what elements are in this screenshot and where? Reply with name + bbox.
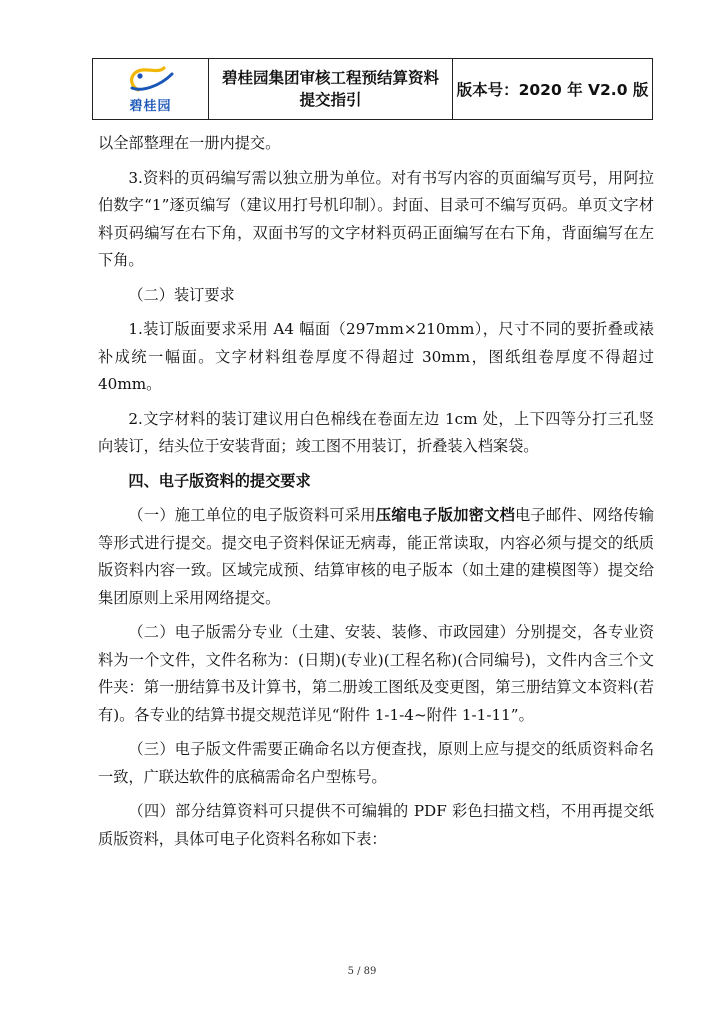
document-title <box>209 59 453 119</box>
paragraph-electronic-submission <box>98 502 654 612</box>
paragraph-pdf-scan: （四）部分结算资料可只提供不可编辑的 PDF 彩色扫描文档，不用再提交纸质版资料，具体可电子化资料名称如下表： <box>98 802 654 848</box>
text-segment: 电子邮件、网络传输等形式进行提交。提交电子资料保证无病毒，能正常读取，内容必须与提交的纸质版资料内容一致。区域完成预、结算审核的电子版本（如土建的建模图等）提交给集团原则上采用网络提交。 <box>98 506 655 607</box>
document-body <box>98 130 654 860</box>
logo-text: 碧桂园 <box>129 99 172 114</box>
paragraph-continuation: 以全部整理在一册内提交。 <box>98 134 281 152</box>
emphasis-text: 压缩电子版加密文档 <box>375 506 516 524</box>
paragraph-binding-method: 2.文字材料的装订建议用白色棉线在卷面左边 1cm 处，上下四等分打三孔竖向装订，结头位于安装背面；竣工图不用装订，折叠装入档案袋。 <box>98 409 654 455</box>
section-heading-electronic: 四、电子版资料的提交要求 <box>128 471 311 490</box>
subheading-binding-requirements: （二）装订要求 <box>128 285 235 304</box>
title-line-1: 碧桂园集团审核工程预结算资料 <box>221 69 439 87</box>
logo-cell <box>93 59 209 119</box>
text-segment: （一）施工单位的电子版资料可采用 <box>128 506 376 524</box>
paragraph-page-numbering: 3.资料的页码编写需以独立册为单位。对有书写内容的页面编写页号，用阿拉伯数字“1”逐页编写（建议用打号机印制）。封面、目录可不编写页码。单页文字材料页码编写在右下角，双面书写的文字材料页码正面编写在右下角，背面编写在左下角。 <box>98 168 654 269</box>
title-line-2: 提交指引 <box>299 91 362 109</box>
document-header <box>92 58 653 120</box>
version-label: 版本号：2020 年 V2.0 版 <box>456 81 649 99</box>
paragraph-correct-naming: （三）电子版文件需要正确命名以方便查找，原则上应与提交的纸质资料命名一致，广联达软件的底稿需命名户型栋号。 <box>98 740 654 786</box>
company-logo-icon <box>120 64 182 94</box>
paragraph-binding-format: 1.装订版面要求采用 A4 幅面（297mm×210mm），尺寸不同的要折叠或裱补成统一幅面。文字材料组卷厚度不得超过 30mm，图纸组卷厚度不得超过 40mm。 <box>98 320 654 393</box>
page-number: 5 / 89 <box>347 966 377 977</box>
paragraph-file-naming: （二）电子版需分专业（土建、安装、装修、市政园建）分别提交，各专业资料为一个文件，文件名称为：(日期)(专业)(工程名称)(合同编号)，文件内含三个文件夹：第一册结算书及计算书，第二册竣工图纸及变更图，第三册结算文本资料(若有)。各专业的结算书提交规范详见“附件 1-1-4~附件 1-1-11”。 <box>98 623 654 724</box>
